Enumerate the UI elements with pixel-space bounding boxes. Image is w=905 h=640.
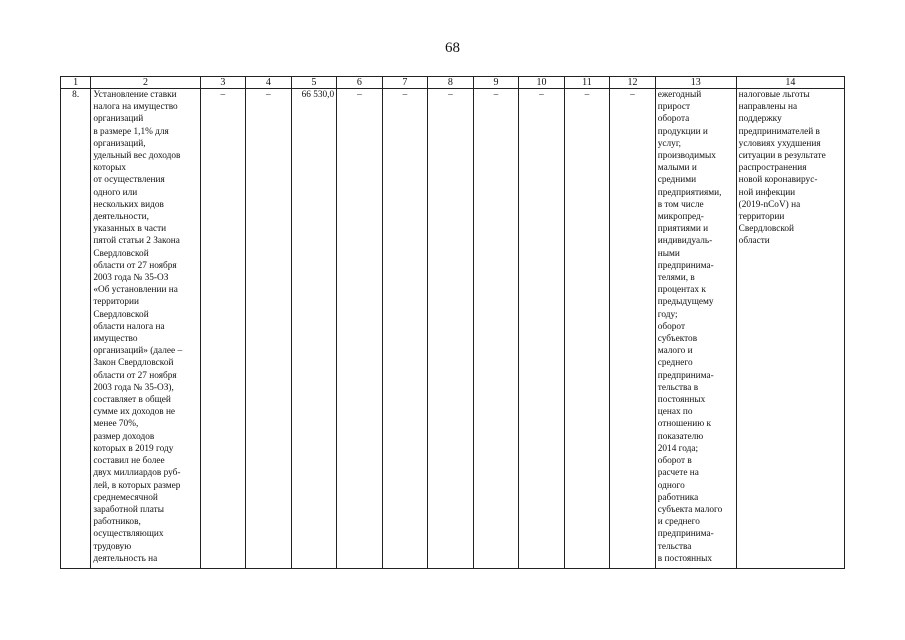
cell-value-7: – (402, 90, 408, 100)
cell-col-8 (428, 89, 474, 569)
cell-col-6 (337, 89, 383, 569)
cell-value-6: – (357, 90, 362, 100)
column-header-3: 3 (200, 77, 246, 89)
indicators-text: ежегодный прирост оборота продукции и услуг, производимых малыми и средними предприятиями, в том числе микропред- приятиями и индивидуаль- ными предпринима- телями, в процентах к предыдущему году; оборот субъектов малого и среднего предпринима- тельства в постоянных ценах по отношению к показателю 2014 года; оборот в расчете на одного работника субъекта малого и среднего предпринима- тельства в постоянных (657, 90, 723, 564)
page-number: 68 (445, 40, 460, 56)
cell-col-3 (200, 89, 246, 569)
row-number: 8. (72, 90, 80, 100)
column-header-13: 13 (655, 77, 736, 89)
cell-value-12: – (630, 90, 635, 100)
cell-value-8: – (448, 90, 453, 100)
cell-col-12 (610, 89, 656, 569)
column-header-12: 12 (610, 77, 656, 89)
cell-col-9 (473, 89, 519, 569)
cell-col-4 (246, 89, 292, 569)
row-number-cell (61, 89, 91, 569)
indicators-cell (655, 89, 736, 569)
cell-value-10: – (539, 90, 544, 100)
cell-value-3: – (220, 90, 226, 100)
column-header-4: 4 (246, 77, 292, 89)
column-header-9: 9 (473, 77, 519, 89)
cell-col-11 (564, 89, 610, 569)
cell-value-5: 66 530,0 (301, 90, 335, 100)
rationale-cell (736, 89, 844, 569)
cell-value-11: – (584, 90, 590, 100)
column-header-2: 2 (91, 77, 200, 89)
cell-col-10 (519, 89, 565, 569)
description-cell (91, 89, 200, 569)
rationale-text: налоговые льготы направлены на поддержку предпринимателей в условиях ухудшения ситуации в результате распространения новой коронавирус- ной инфекции (2019-nCoV) на территории Свердловской области (738, 90, 826, 247)
column-header-10: 10 (519, 77, 565, 89)
column-header-5: 5 (291, 77, 337, 89)
column-header-7: 7 (382, 77, 428, 89)
cell-col-7 (382, 89, 428, 569)
cell-col-5 (291, 89, 337, 569)
header-row (61, 77, 845, 89)
column-header-6: 6 (337, 77, 383, 89)
column-header-11: 11 (564, 77, 610, 89)
column-header-1: 1 (61, 77, 91, 89)
cell-value-4: – (266, 90, 271, 100)
table-row (61, 89, 845, 569)
column-header-14: 14 (736, 77, 844, 89)
cell-value-9: – (493, 90, 499, 100)
measure-description: Установление ставки налога на имущество организаций в размере 1,1% для организаций, удельный вес доходов которых от осуществления одного или нескольких видов деятельности, указанных в части пятой статьи 2 Закона Свердловской области от 27 ноября 2003 года № 35-ОЗ «Об установлении на территории Свердловской области налога на имущество организаций» (далее – Закон Свердловской области от 27 ноября 2003 года № 35-ОЗ), составляет в общей сумме их доходов не менее 70%, размер доходов которых в 2019 году составил не более двух миллиардов руб- лей, в которых размер среднемесячной заработной платы работников, осуществляющих трудовую деятельность на (93, 90, 183, 564)
data-table (60, 76, 845, 569)
column-header-8: 8 (428, 77, 474, 89)
